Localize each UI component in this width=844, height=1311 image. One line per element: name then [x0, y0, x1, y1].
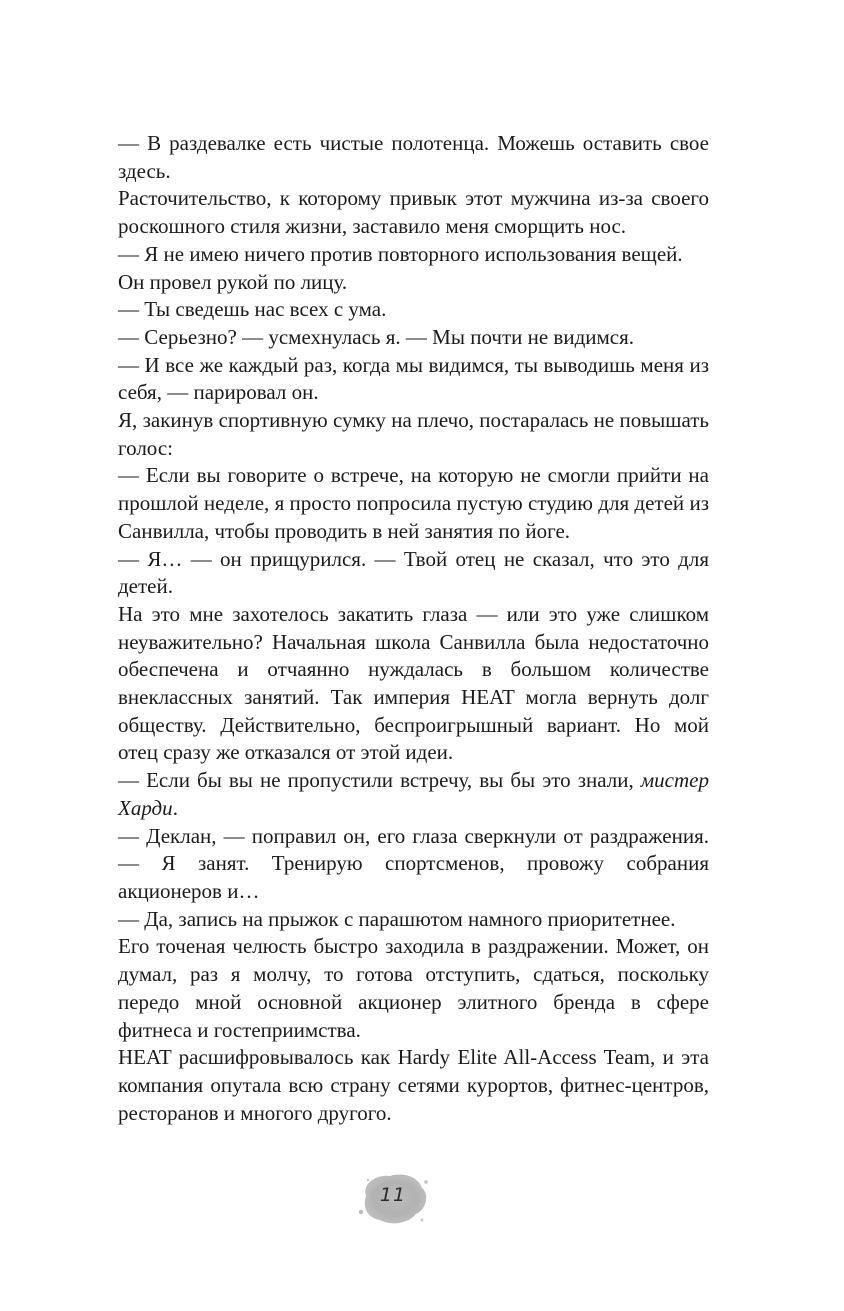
paragraph: — Ты сведешь нас всех с ума.	[118, 297, 387, 322]
paragraph: Его точеная челюсть быстро заходила в раздражении. Может, он думал, раз я молчу, то готова отступить, сдаться, поскольку передо мной основной акционер элитного бренда в сфере фитнеса и гостеприимства.	[118, 934, 709, 1042]
paragraph-text: — Если бы вы не пропустили встречу, вы бы это знали,	[118, 768, 641, 793]
paragraph-text: .	[172, 795, 178, 820]
paragraph: — Деклан, — поправил он, его глаза сверкнули от раздражения. — Я занят. Тренирую спортсменов, провожу собрания акционеров и…	[118, 823, 709, 903]
paragraph-with-italic	[118, 767, 709, 822]
paragraph: HEAT расшифровывалось как Hardy Elite All-Access Team, и эта компания опутала всю страну сетями курортов, фитнес-центров, ресторанов и многого другого.	[118, 1045, 709, 1125]
paragraph: Он провел рукой по лицу.	[118, 269, 348, 294]
page-number: 11	[379, 1184, 407, 1206]
paragraph: — Да, запись на прыжок с парашютом намного приоритетнее.	[118, 906, 676, 931]
paragraph: На это мне захотелось закатить глаза — или это уже слишком неуважительно? Начальная школа Санвилла была недостаточно обеспечена и отчаянно нуждалась в большом количестве внеклассных занятий. Так империя HEAT могла вернуть долг обществу. Действительно, беспроигрышный вариант. Но мой отец сразу же отказался от этой идеи.	[118, 601, 709, 765]
paragraph: — Я не имею ничего против повторного использования вещей.	[118, 241, 683, 266]
paragraph: — В раздевалке есть чистые полотенца. Можешь оставить свое здесь.	[118, 131, 709, 183]
page-number-badge	[352, 1166, 434, 1230]
paragraph: Расточительство, к которому привык этот мужчина из-за своего роскошного стиля жизни, заставило меня сморщить нос.	[118, 186, 709, 239]
paragraph: — И все же каждый раз, когда мы видимся, ты выводишь меня из себя, — парировал он.	[118, 352, 709, 405]
paragraph: — Если вы говорите о встрече, на которую не смогли прийти на прошлой неделе, я просто попросила пустую студию для детей из Санвилла, чтобы проводить в ней занятия по йоге.	[118, 463, 709, 543]
paragraph: — Серьезно? — усмехнулась я. — Мы почти не видимся.	[118, 324, 635, 349]
italic-name: мистер Харди	[118, 768, 709, 820]
paragraph: — Я… — он прищурился. — Твой отец не сказал, что это для детей.	[118, 546, 709, 599]
page-body	[118, 130, 709, 1127]
paragraph: Я, закинув спортивную сумку на плечо, постаралась не повышать голос:	[118, 408, 709, 460]
